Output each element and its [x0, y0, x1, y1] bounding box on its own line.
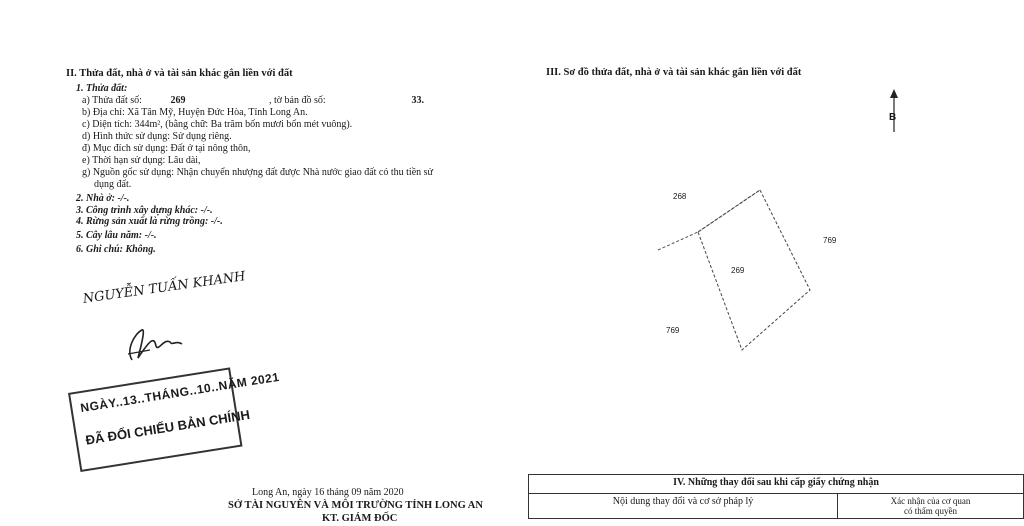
col-confirmation-line-1: Xác nhận của cơ quan: [890, 496, 971, 506]
parcel-number: 269: [170, 95, 186, 106]
address-line: b) Địa chỉ: Xã Tân Mỹ, Huyện Đức Hòa, Tỉnh Long An.: [82, 107, 308, 118]
col-confirmation: [838, 494, 1024, 519]
usage-form-line: d) Hình thức sử dụng: Sử dụng riêng.: [82, 131, 232, 142]
label-769-bottom: 769: [666, 326, 680, 335]
north-label: B: [889, 112, 897, 123]
section-ii-title: II. Thửa đất, nhà ở và tài sản khác gắn liền với đất: [66, 68, 293, 79]
place-date: Long An, ngày 16 tháng 09 năm 2020: [252, 487, 404, 498]
note-line: 6. Ghi chú: Không.: [76, 244, 156, 255]
table-title-row: [529, 475, 1024, 494]
origin-line-1: g) Nguồn gốc sử dụng: Nhận chuyển nhượng đất được Nhà nước giao đất có thu tiền sử: [82, 167, 433, 178]
purpose-line: đ) Mục đích sử dụng: Đất ở tại nông thôn,: [82, 143, 251, 154]
map-number: 33.: [411, 95, 424, 106]
label-269: 269: [731, 266, 745, 275]
signature-mark: [120, 320, 200, 368]
parcel-prefix: a) Thửa đất số:: [82, 95, 142, 106]
land-heading: 1. Thửa đất:: [76, 83, 128, 94]
north-arrow-icon: [884, 88, 904, 134]
kt-director: KT. GIÁM ĐỐC: [322, 513, 398, 524]
parcel-line: [82, 95, 424, 107]
forest-line: 4. Rừng sản xuất là rừng trồng: -/-.: [76, 216, 223, 227]
term-line: e) Thời hạn sử dụng: Lâu dài,: [82, 155, 201, 166]
house-line: 2. Nhà ở: -/-.: [76, 193, 130, 204]
map-prefix: , tờ bản đồ số:: [268, 95, 326, 106]
certified-copy-stamp: [68, 367, 281, 472]
stamp-text: ĐÃ ĐỐI CHIẾU BẢN CHÍNH: [84, 406, 251, 448]
label-769-right: 769: [823, 236, 837, 245]
table-title: IV. Những thay đổi sau khi cấp giấy chứng nhận: [529, 475, 1024, 494]
table-header-row: [529, 494, 1024, 519]
construction-line: 3. Công trình xây dựng khác: -/-.: [76, 205, 213, 216]
area-line: c) Diện tích: 344m², (bằng chữ: Ba trăm bốn mươi bốn mét vuông).: [82, 119, 353, 130]
changes-table: [528, 474, 1024, 519]
section-iii-title: III. Sơ đồ thửa đất, nhà ở và tài sản khác gắn liền với đất: [546, 67, 802, 78]
col-change-content: Nội dung thay đổi và cơ sở pháp lý: [529, 494, 838, 519]
perennial-line: 5. Cây lâu năm: -/-.: [76, 230, 157, 241]
label-268: 268: [673, 192, 687, 201]
origin-line-2: dụng đất.: [94, 179, 132, 190]
signer-name: NGUYỄN TUẤN KHANH: [82, 269, 247, 307]
agency-name: SỞ TÀI NGUYÊN VÀ MÔI TRƯỜNG TỈNH LONG AN: [228, 500, 483, 511]
stamp-date-line: NGÀY..13..THÁNG..10..NĂM 2021: [79, 369, 281, 416]
col-confirmation-line-2: có thẩm quyền: [904, 506, 957, 516]
